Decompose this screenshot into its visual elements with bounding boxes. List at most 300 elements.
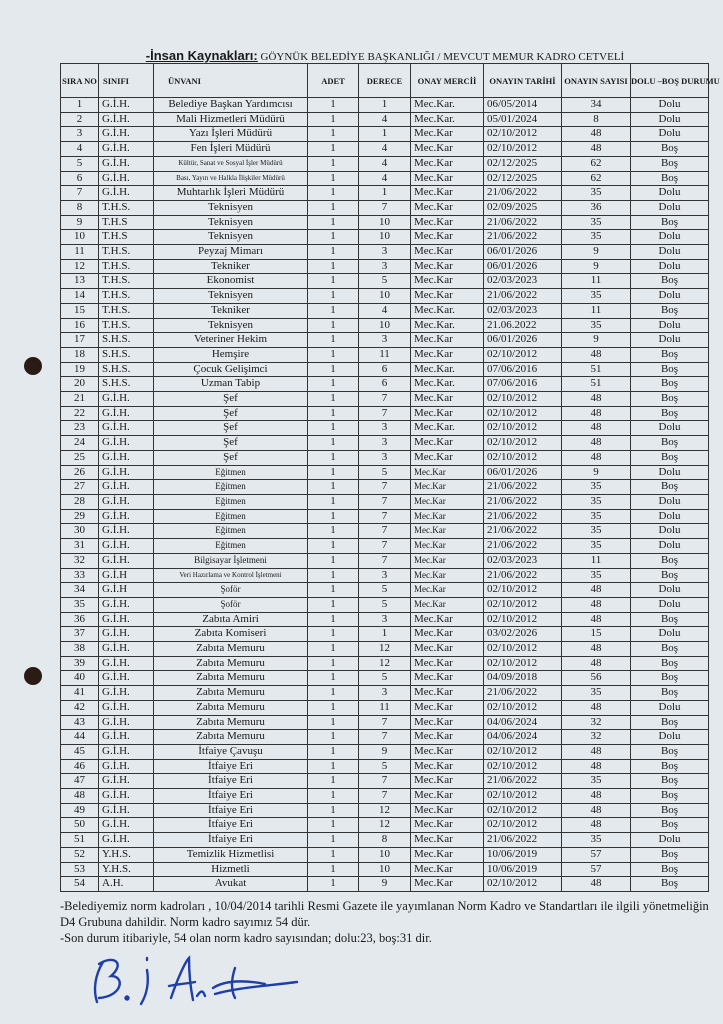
cell-unvani: Eğitmen xyxy=(154,539,308,554)
cell-derece: 7 xyxy=(359,715,411,730)
cell-onay-mercii: Mec.Kar xyxy=(411,215,484,230)
cell-unvani: Teknisyen xyxy=(154,230,308,245)
cell-sinifi: G.İ.H. xyxy=(99,759,154,774)
cell-unvani: Şef xyxy=(154,450,308,465)
cell-onay-mercii: Mec.Kar xyxy=(411,465,484,480)
cell-durum: Dolu xyxy=(631,289,709,304)
cell-adet: 1 xyxy=(308,274,359,289)
cell-unvani: Eğitmen xyxy=(154,480,308,495)
cell-durum: Boş xyxy=(631,568,709,583)
table-row xyxy=(61,656,709,671)
cell-sinifi: T.H.S. xyxy=(99,318,154,333)
cell-durum: Boş xyxy=(631,744,709,759)
cell-onay-sayisi: 48 xyxy=(562,392,631,407)
cell-adet: 1 xyxy=(308,171,359,186)
cell-onay-sayisi: 48 xyxy=(562,406,631,421)
cell-durum: Dolu xyxy=(631,186,709,201)
cell-derece: 10 xyxy=(359,318,411,333)
table-row xyxy=(61,347,709,362)
cell-unvani: Ekonomist xyxy=(154,274,308,289)
cell-durum: Dolu xyxy=(631,127,709,142)
cell-sinifi: A.H. xyxy=(99,877,154,892)
cell-onay-sayisi: 48 xyxy=(562,612,631,627)
table-row xyxy=(61,259,709,274)
col-onay-mercii: ONAY MERCİİ xyxy=(411,64,484,98)
cell-unvani: Şef xyxy=(154,392,308,407)
cell-durum: Boş xyxy=(631,377,709,392)
cell-onay-tarihi: 06/01/2026 xyxy=(484,333,562,348)
cell-onay-tarihi: 21/06/2022 xyxy=(484,186,562,201)
table-row xyxy=(61,230,709,245)
table-row xyxy=(61,156,709,171)
cell-adet: 1 xyxy=(308,583,359,598)
cell-adet: 1 xyxy=(308,656,359,671)
cell-sira-no: 15 xyxy=(61,303,99,318)
cell-unvani: Teknisyen xyxy=(154,215,308,230)
cell-derece: 3 xyxy=(359,245,411,260)
cell-onay-tarihi: 06/05/2014 xyxy=(484,98,562,113)
cell-adet: 1 xyxy=(308,494,359,509)
cell-derece: 7 xyxy=(359,774,411,789)
cell-onay-mercii: Mec.Kar xyxy=(411,436,484,451)
cell-onay-mercii: Mec.Kar xyxy=(411,450,484,465)
cell-unvani: Şef xyxy=(154,406,308,421)
cell-onay-tarihi: 07/06/2016 xyxy=(484,362,562,377)
cell-durum: Boş xyxy=(631,303,709,318)
table-row xyxy=(61,539,709,554)
cell-onay-tarihi: 02/03/2023 xyxy=(484,553,562,568)
table-row xyxy=(61,847,709,862)
cell-adet: 1 xyxy=(308,421,359,436)
section-label: -İnsan Kaynakları: xyxy=(145,48,258,63)
cell-sinifi: G.İ.H. xyxy=(99,112,154,127)
cell-derece: 3 xyxy=(359,568,411,583)
cell-onay-tarihi: 10/06/2019 xyxy=(484,862,562,877)
col-sira: SIRA NO xyxy=(61,64,99,98)
cell-adet: 1 xyxy=(308,833,359,848)
cell-unvani: Peyzaj Mimarı xyxy=(154,245,308,260)
cell-onay-tarihi: 21/06/2022 xyxy=(484,686,562,701)
cell-onay-sayisi: 57 xyxy=(562,862,631,877)
col-derece: DERECE xyxy=(359,64,411,98)
table-row xyxy=(61,744,709,759)
cell-durum: Dolu xyxy=(631,583,709,598)
cell-durum: Boş xyxy=(631,847,709,862)
cell-onay-sayisi: 57 xyxy=(562,847,631,862)
col-unvani: ÜNVANI xyxy=(154,64,308,98)
table-row xyxy=(61,774,709,789)
cell-sinifi: S.H.S. xyxy=(99,347,154,362)
cell-onay-sayisi: 35 xyxy=(562,774,631,789)
cell-sinifi: G.İ.H. xyxy=(99,406,154,421)
cell-sira-no: 6 xyxy=(61,171,99,186)
cell-onay-mercii: Mec.Kar xyxy=(411,686,484,701)
cell-onay-sayisi: 9 xyxy=(562,245,631,260)
cell-durum: Dolu xyxy=(631,700,709,715)
cell-onay-sayisi: 32 xyxy=(562,730,631,745)
cell-sinifi: T.H.S. xyxy=(99,289,154,304)
table-row xyxy=(61,333,709,348)
cell-derece: 10 xyxy=(359,289,411,304)
cell-onay-sayisi: 48 xyxy=(562,803,631,818)
cell-onay-sayisi: 48 xyxy=(562,347,631,362)
cell-onay-tarihi: 05/01/2024 xyxy=(484,112,562,127)
cell-onay-tarihi: 21/06/2022 xyxy=(484,774,562,789)
cell-derece: 10 xyxy=(359,230,411,245)
cell-durum: Boş xyxy=(631,274,709,289)
cell-durum: Dolu xyxy=(631,465,709,480)
cell-sinifi: G.İ.H. xyxy=(99,509,154,524)
cell-durum: Boş xyxy=(631,759,709,774)
cell-adet: 1 xyxy=(308,259,359,274)
cell-onay-sayisi: 35 xyxy=(562,289,631,304)
cell-unvani: Zabıta Memuru xyxy=(154,656,308,671)
cell-onay-sayisi: 62 xyxy=(562,171,631,186)
cell-onay-sayisi: 36 xyxy=(562,200,631,215)
cell-sira-no: 40 xyxy=(61,671,99,686)
cell-durum: Boş xyxy=(631,686,709,701)
cell-unvani: Teknisyen xyxy=(154,200,308,215)
cell-sinifi: S.H.S. xyxy=(99,333,154,348)
title-text: GÖYNÜK BELEDİYE BAŞKANLIĞI / MEVCUT MEMUR KADRO CETVELİ xyxy=(260,51,625,63)
cell-sira-no: 52 xyxy=(61,847,99,862)
cell-sinifi: G.İ.H. xyxy=(99,524,154,539)
cell-unvani: Kültür, Sanat ve Sosyal İşler Müdürü xyxy=(154,156,308,171)
cell-sinifi: G.İ.H. xyxy=(99,186,154,201)
cell-durum: Boş xyxy=(631,803,709,818)
cell-adet: 1 xyxy=(308,406,359,421)
table-row xyxy=(61,392,709,407)
cell-adet: 1 xyxy=(308,142,359,157)
col-durum: DOLU –BOŞ DURUMU xyxy=(631,64,709,98)
table-row xyxy=(61,568,709,583)
cell-sinifi: G.İ.H. xyxy=(99,171,154,186)
cell-derece: 5 xyxy=(359,274,411,289)
cell-onay-mercii: Mec.Kar xyxy=(411,803,484,818)
cell-durum: Boş xyxy=(631,480,709,495)
cell-onay-mercii: Mec.Kar xyxy=(411,171,484,186)
cell-derece: 5 xyxy=(359,671,411,686)
document-title xyxy=(60,48,710,63)
cell-adet: 1 xyxy=(308,612,359,627)
cell-onay-sayisi: 48 xyxy=(562,421,631,436)
cell-durum: Boş xyxy=(631,656,709,671)
cell-unvani: Hemşire xyxy=(154,347,308,362)
table-row xyxy=(61,186,709,201)
cell-onay-mercii: Mec.Kar xyxy=(411,127,484,142)
cell-sira-no: 43 xyxy=(61,715,99,730)
cell-derece: 10 xyxy=(359,862,411,877)
cell-onay-mercii: Mec.Kar xyxy=(411,553,484,568)
cell-durum: Boş xyxy=(631,789,709,804)
cell-onay-tarihi: 02/10/2012 xyxy=(484,789,562,804)
cell-onay-sayisi: 11 xyxy=(562,303,631,318)
cell-onay-sayisi: 32 xyxy=(562,715,631,730)
cell-sira-no: 46 xyxy=(61,759,99,774)
cell-sinifi: G.İ.H. xyxy=(99,833,154,848)
cell-sinifi: G.İ.H. xyxy=(99,553,154,568)
cell-derece: 4 xyxy=(359,142,411,157)
cell-derece: 7 xyxy=(359,730,411,745)
cell-sira-no: 28 xyxy=(61,494,99,509)
cell-adet: 1 xyxy=(308,568,359,583)
cell-durum: Boş xyxy=(631,612,709,627)
cell-onay-tarihi: 21/06/2022 xyxy=(484,215,562,230)
cell-sira-no: 9 xyxy=(61,215,99,230)
cell-onay-tarihi: 07/06/2016 xyxy=(484,377,562,392)
cell-onay-tarihi: 21/06/2022 xyxy=(484,539,562,554)
cell-onay-sayisi: 48 xyxy=(562,597,631,612)
cell-derece: 3 xyxy=(359,612,411,627)
cell-onay-sayisi: 62 xyxy=(562,156,631,171)
cell-onay-mercii: Mec.Kar. xyxy=(411,112,484,127)
cell-derece: 6 xyxy=(359,362,411,377)
cell-onay-tarihi: 02/09/2025 xyxy=(484,200,562,215)
cell-derece: 3 xyxy=(359,686,411,701)
cell-sinifi: G.İ.H. xyxy=(99,774,154,789)
cell-onay-mercii: Mec.Kar xyxy=(411,494,484,509)
cell-derece: 1 xyxy=(359,627,411,642)
cell-unvani: Zabıta Komiseri xyxy=(154,627,308,642)
cell-durum: Dolu xyxy=(631,333,709,348)
cell-onay-sayisi: 35 xyxy=(562,509,631,524)
cell-adet: 1 xyxy=(308,700,359,715)
cell-durum: Dolu xyxy=(631,730,709,745)
table-row xyxy=(61,789,709,804)
table-header-row xyxy=(61,64,709,98)
cell-derece: 7 xyxy=(359,200,411,215)
cell-durum: Boş xyxy=(631,406,709,421)
cell-adet: 1 xyxy=(308,347,359,362)
cell-onay-tarihi: 02/10/2012 xyxy=(484,583,562,598)
cell-derece: 10 xyxy=(359,215,411,230)
cell-adet: 1 xyxy=(308,392,359,407)
cell-sira-no: 7 xyxy=(61,186,99,201)
cell-onay-mercii: Mec.Kar xyxy=(411,333,484,348)
cell-unvani: Eğitmen xyxy=(154,524,308,539)
table-row xyxy=(61,553,709,568)
cell-onay-mercii: Mec.Kar xyxy=(411,509,484,524)
cell-sinifi: G.İ.H. xyxy=(99,494,154,509)
cell-onay-tarihi: 02/12/2025 xyxy=(484,156,562,171)
cell-adet: 1 xyxy=(308,112,359,127)
cell-sira-no: 27 xyxy=(61,480,99,495)
cell-sira-no: 32 xyxy=(61,553,99,568)
cell-sira-no: 48 xyxy=(61,789,99,804)
cell-sinifi: G.İ.H. xyxy=(99,730,154,745)
cell-adet: 1 xyxy=(308,465,359,480)
cell-sinifi: G.İ.H. xyxy=(99,612,154,627)
cell-sira-no: 50 xyxy=(61,818,99,833)
cell-sinifi: Y.H.S. xyxy=(99,862,154,877)
table-row xyxy=(61,671,709,686)
table-row xyxy=(61,759,709,774)
table-row xyxy=(61,450,709,465)
cell-sira-no: 10 xyxy=(61,230,99,245)
cell-durum: Boş xyxy=(631,347,709,362)
cell-onay-tarihi: 21/06/2022 xyxy=(484,289,562,304)
cell-durum: Boş xyxy=(631,818,709,833)
cell-onay-sayisi: 48 xyxy=(562,583,631,598)
cell-sinifi: G.İ.H. xyxy=(99,142,154,157)
cell-durum: Dolu xyxy=(631,597,709,612)
cell-adet: 1 xyxy=(308,289,359,304)
table-row xyxy=(61,877,709,892)
col-onay-sayisi: ONAYIN SAYISI xyxy=(562,64,631,98)
cell-unvani: Şef xyxy=(154,421,308,436)
table-row xyxy=(61,436,709,451)
cell-onay-mercii: Mec.Kar xyxy=(411,259,484,274)
cell-derece: 1 xyxy=(359,186,411,201)
cell-derece: 7 xyxy=(359,480,411,495)
cell-sira-no: 18 xyxy=(61,347,99,362)
cell-unvani: Şoför xyxy=(154,597,308,612)
cell-adet: 1 xyxy=(308,245,359,260)
cell-onay-mercii: Mec.Kar xyxy=(411,583,484,598)
table-row xyxy=(61,274,709,289)
cell-derece: 11 xyxy=(359,347,411,362)
cell-adet: 1 xyxy=(308,862,359,877)
table-row xyxy=(61,421,709,436)
cell-unvani: Zabıta Memuru xyxy=(154,642,308,657)
cell-onay-mercii: Mec.Kar xyxy=(411,759,484,774)
cell-adet: 1 xyxy=(308,450,359,465)
cell-adet: 1 xyxy=(308,215,359,230)
cell-durum: Boş xyxy=(631,156,709,171)
cell-durum: Boş xyxy=(631,774,709,789)
cell-durum: Boş xyxy=(631,715,709,730)
cell-onay-tarihi: 21/06/2022 xyxy=(484,480,562,495)
cell-onay-mercii: Mec.Kar xyxy=(411,186,484,201)
table-row xyxy=(61,215,709,230)
cell-adet: 1 xyxy=(308,627,359,642)
cell-onay-mercii: Mec.Kar xyxy=(411,568,484,583)
cell-derece: 5 xyxy=(359,759,411,774)
cell-unvani: Zabıta Memuru xyxy=(154,730,308,745)
cell-sinifi: G.İ.H. xyxy=(99,656,154,671)
cell-sinifi: T.H.S. xyxy=(99,303,154,318)
cell-durum: Boş xyxy=(631,392,709,407)
cell-durum: Dolu xyxy=(631,539,709,554)
cell-derece: 5 xyxy=(359,597,411,612)
cell-unvani: İtfaiye Çavuşu xyxy=(154,744,308,759)
table-row xyxy=(61,98,709,113)
cell-sira-no: 51 xyxy=(61,833,99,848)
cell-sira-no: 5 xyxy=(61,156,99,171)
table-row xyxy=(61,715,709,730)
cell-derece: 7 xyxy=(359,789,411,804)
cell-derece: 7 xyxy=(359,406,411,421)
cell-derece: 7 xyxy=(359,553,411,568)
cell-sinifi: G.İ.H. xyxy=(99,700,154,715)
cell-onay-sayisi: 9 xyxy=(562,465,631,480)
cell-sira-no: 30 xyxy=(61,524,99,539)
cell-onay-mercii: Mec.Kar xyxy=(411,847,484,862)
cell-derece: 1 xyxy=(359,127,411,142)
cell-durum: Dolu xyxy=(631,112,709,127)
cell-derece: 3 xyxy=(359,450,411,465)
cell-derece: 4 xyxy=(359,112,411,127)
cell-derece: 4 xyxy=(359,171,411,186)
cell-unvani: Eğitmen xyxy=(154,509,308,524)
cell-onay-tarihi: 02/10/2012 xyxy=(484,818,562,833)
cell-adet: 1 xyxy=(308,377,359,392)
cell-onay-mercii: Mec.Kar xyxy=(411,289,484,304)
table-row xyxy=(61,112,709,127)
table-row xyxy=(61,524,709,539)
cell-adet: 1 xyxy=(308,774,359,789)
cell-adet: 1 xyxy=(308,715,359,730)
cell-onay-mercii: Mec.Kar. xyxy=(411,303,484,318)
cell-sira-no: 13 xyxy=(61,274,99,289)
cell-derece: 6 xyxy=(359,377,411,392)
cell-durum: Dolu xyxy=(631,509,709,524)
cell-onay-tarihi: 06/01/2026 xyxy=(484,259,562,274)
cell-adet: 1 xyxy=(308,156,359,171)
cell-adet: 1 xyxy=(308,686,359,701)
cell-onay-mercii: Mec.Kar xyxy=(411,480,484,495)
cell-durum: Boş xyxy=(631,215,709,230)
cell-adet: 1 xyxy=(308,509,359,524)
cell-adet: 1 xyxy=(308,744,359,759)
table-row xyxy=(61,803,709,818)
cell-durum: Boş xyxy=(631,877,709,892)
cell-durum: Boş xyxy=(631,362,709,377)
cell-onay-mercii: Mec.Kar xyxy=(411,612,484,627)
cell-onay-sayisi: 35 xyxy=(562,568,631,583)
cell-sira-no: 12 xyxy=(61,259,99,274)
cell-onay-mercii: Mec.Kar xyxy=(411,642,484,657)
cell-sinifi: G.İ.H. xyxy=(99,98,154,113)
cell-onay-mercii: Mec.Kar xyxy=(411,656,484,671)
cell-unvani: Uzman Tabip xyxy=(154,377,308,392)
cell-onay-mercii: Mec.Kar xyxy=(411,200,484,215)
cell-onay-tarihi: 03/02/2026 xyxy=(484,627,562,642)
cell-adet: 1 xyxy=(308,671,359,686)
cell-sira-no: 20 xyxy=(61,377,99,392)
cell-unvani: İtfaiye Eri xyxy=(154,789,308,804)
cell-derece: 7 xyxy=(359,509,411,524)
cell-adet: 1 xyxy=(308,318,359,333)
cell-durum: Boş xyxy=(631,142,709,157)
cell-unvani: Veteriner Hekim xyxy=(154,333,308,348)
cell-unvani: Belediye Başkan Yardımcısı xyxy=(154,98,308,113)
footer-notes xyxy=(60,898,715,946)
cell-onay-tarihi: 02/10/2012 xyxy=(484,347,562,362)
cell-onay-sayisi: 48 xyxy=(562,759,631,774)
cell-sira-no: 16 xyxy=(61,318,99,333)
cell-durum: Dolu xyxy=(631,98,709,113)
cell-sinifi: Y.H.S. xyxy=(99,847,154,862)
cell-derece: 5 xyxy=(359,465,411,480)
cell-sira-no: 47 xyxy=(61,774,99,789)
cell-onay-tarihi: 02/10/2012 xyxy=(484,877,562,892)
table-row xyxy=(61,509,709,524)
cell-derece: 10 xyxy=(359,847,411,862)
cell-onay-sayisi: 8 xyxy=(562,112,631,127)
table-row xyxy=(61,406,709,421)
cell-sinifi: G.İ.H. xyxy=(99,156,154,171)
cell-onay-tarihi: 02/10/2012 xyxy=(484,142,562,157)
cell-sira-no: 17 xyxy=(61,333,99,348)
cell-sinifi: G.İ.H. xyxy=(99,715,154,730)
cell-sira-no: 14 xyxy=(61,289,99,304)
cell-durum: Boş xyxy=(631,450,709,465)
cell-derece: 12 xyxy=(359,642,411,657)
cell-onay-sayisi: 15 xyxy=(562,627,631,642)
cell-onay-sayisi: 48 xyxy=(562,877,631,892)
cell-unvani: Tekniker xyxy=(154,303,308,318)
